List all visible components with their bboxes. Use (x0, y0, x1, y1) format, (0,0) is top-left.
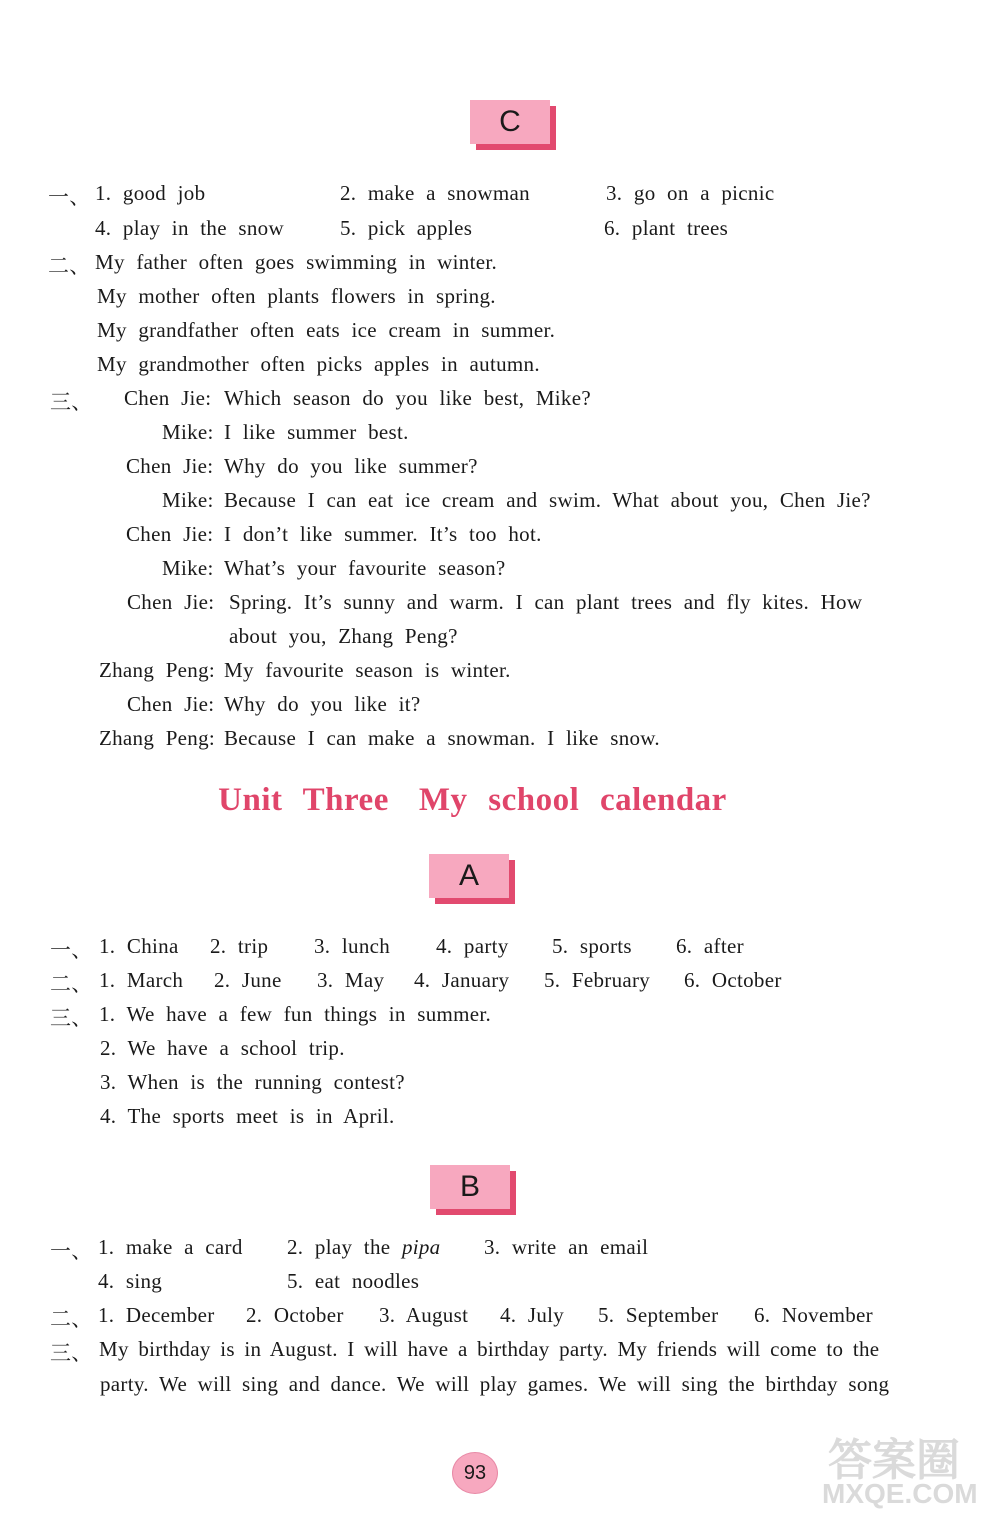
a-q1-item: 1. China (99, 934, 179, 958)
a-q3-line: 2. We have a school trip. (100, 1036, 345, 1060)
dialogue-speaker: Chen Jie: (126, 454, 214, 478)
unit-title (0, 782, 945, 819)
a-q3-line: 1. We have a few fun things in summer. (99, 1002, 492, 1026)
watermark-logo: 答案圈 (828, 1436, 960, 1485)
dialogue-speaker: Chen Jie: (127, 692, 215, 716)
section-b-badge: B (430, 1165, 510, 1209)
b-q2-item: 6. November (754, 1303, 873, 1327)
dialogue-text-continued: about you, Zhang Peng? (229, 624, 458, 648)
a-q1-item: 4. party (436, 934, 509, 958)
c-q2-marker: 二、 (48, 254, 91, 278)
dialogue-speaker: Zhang Peng: (99, 658, 216, 682)
dialogue-text: Which season do you like best, Mike? (224, 386, 591, 410)
dialogue-speaker: Mike: (162, 556, 214, 580)
a-q2-item: 6. October (684, 968, 782, 992)
c-q1-item: 6. plant trees (604, 216, 729, 240)
c-q2-line: My father often goes swimming in winter. (95, 250, 498, 274)
b-q1-item-italic: pipa (401, 1235, 441, 1259)
a-q2-item: 2. June (214, 968, 282, 992)
page-number: 93 (452, 1452, 498, 1494)
c-q3-marker: 三、 (50, 390, 93, 414)
b-q1-item: 3. write an email (484, 1235, 649, 1259)
b-q1-item: 5. eat noodles (287, 1269, 420, 1293)
b-q3-line: My birthday is in August. I will have a birthday party. My friends will come to the (99, 1337, 880, 1361)
c-q1-item: 1. good job (95, 181, 206, 205)
dialogue-text: What’s your favourite season? (224, 556, 506, 580)
a-q2-item: 4. January (414, 968, 510, 992)
a-q2-marker: 二、 (50, 972, 93, 996)
b-q2-item: 4. July (500, 1303, 565, 1327)
a-q1-item: 6. after (676, 934, 744, 958)
unit-title-number: Unit Three (218, 782, 389, 818)
a-q1-marker: 一、 (50, 938, 93, 962)
dialogue-speaker: Zhang Peng: (99, 726, 216, 750)
a-q2-item: 1. March (99, 968, 184, 992)
b-q2-item: 3. August (379, 1303, 469, 1327)
a-q3-marker: 三、 (50, 1006, 93, 1030)
dialogue-text: Because I can make a snowman. I like snow. (224, 726, 660, 750)
c-q1-marker: 一、 (48, 185, 91, 209)
b-q1-item: 4. sing (98, 1269, 163, 1293)
dialogue-text: I don’t like summer. It’s too hot. (224, 522, 542, 546)
b-q3-line: party. We will sing and dance. We will play games. We will sing the birthday song (100, 1372, 890, 1396)
b-q2-item: 5. September (598, 1303, 719, 1327)
c-q2-line: My grandfather often eats ice cream in summer. (97, 318, 556, 342)
dialogue-speaker: Chen Jie: (126, 522, 214, 546)
b-q1-item (287, 1235, 440, 1260)
b-q2-item: 1. December (98, 1303, 215, 1327)
c-q1-item: 4. play in the snow (95, 216, 284, 240)
a-q2-item: 5. February (544, 968, 651, 992)
dialogue-speaker: Chen Jie: (124, 386, 212, 410)
a-q3-line: 4. The sports meet is in April. (100, 1104, 395, 1128)
a-q1-item: 3. lunch (314, 934, 391, 958)
a-q2-item: 3. May (317, 968, 385, 992)
dialogue-text: Why do you like it? (224, 692, 421, 716)
a-q1-item: 5. sports (552, 934, 632, 958)
section-c-badge: C (470, 100, 550, 144)
b-q2-marker: 二、 (50, 1307, 93, 1331)
c-q1-item: 5. pick apples (340, 216, 473, 240)
c-q1-item: 3. go on a picnic (606, 181, 775, 205)
dialogue-text: Spring. It’s sunny and warm. I can plant trees and fly kites. How (229, 590, 863, 614)
watermark-url: MXQE.COM (822, 1478, 978, 1509)
b-q2-item: 2. October (246, 1303, 344, 1327)
c-q2-line: My mother often plants flowers in spring. (97, 284, 496, 308)
unit-title-name: My school calendar (418, 782, 727, 818)
b-q1-marker: 一、 (50, 1239, 93, 1263)
dialogue-speaker: Mike: (162, 488, 214, 512)
dialogue-speaker: Mike: (162, 420, 214, 444)
c-q1-item: 2. make a snowman (340, 181, 530, 205)
b-q1-item: 1. make a card (98, 1235, 243, 1259)
dialogue-text: Because I can eat ice cream and swim. What about you, Chen Jie? (224, 488, 871, 512)
dialogue-text: My favourite season is winter. (224, 658, 511, 682)
c-q2-line: My grandmother often picks apples in autumn. (97, 352, 540, 376)
a-q1-item: 2. trip (210, 934, 269, 958)
dialogue-speaker: Chen Jie: (127, 590, 215, 614)
a-q3-line: 3. When is the running contest? (100, 1070, 405, 1094)
dialogue-text: I like summer best. (224, 420, 409, 444)
section-a-badge: A (429, 854, 509, 898)
dialogue-text: Why do you like summer? (224, 454, 478, 478)
b-q1-item-text: 2. play the (287, 1235, 391, 1259)
b-q3-marker: 三、 (50, 1341, 93, 1365)
